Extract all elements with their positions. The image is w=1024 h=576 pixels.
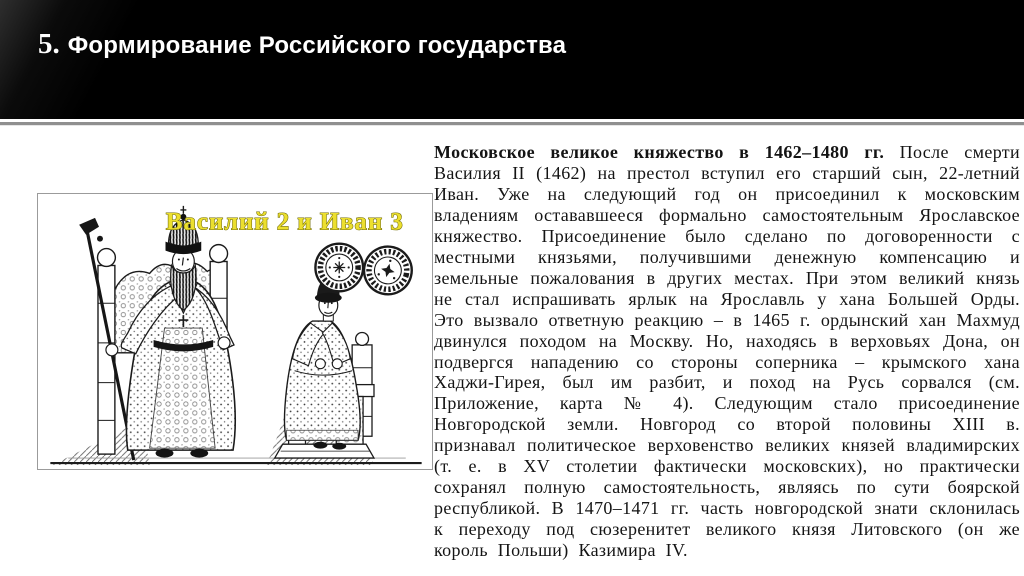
- slide-title: [38, 28, 566, 61]
- slide-title-text: Формирование Российского государства: [67, 32, 567, 59]
- paragraph-text: После смерти Василия II (1462) на престол вступил его старший сын, 22-летний Иван. Уже на следующий год он присоединил к московским владениям остававшееся формально самостоятельным Ярославское княжество. Присоединение было сделано по договоренности с местными князьями, получившими денежную компенсацию и земельные пожалования в других местах. При этом великий князь не стал испрашивать ярлык на Ярославль у хана Большей Орды. Это вызвало ответную реакцию – в 1465 г. ордынский хан Махмуд двинулся походом на Москву. Но, находясь в верховьях Дона, он подвергся нападению со стороны соперника – крымского хана Хаджи-Гирея, был им разбит, и поход на Русь сорвался (см. Приложение, карта № 4). Следующим стало присоединение Новгородской земли. Новгород со второй половины XIII в. признавал политическое верховенство великих князей владимирских (т. е. в XV столетии фактически московских), но практически сохранял полную самостоятельность, являясь по сути боярской республикой. В 1470–1471 гг. часть новгородской знати склонилась к переходу под сюзеренитет великого князя Литовского (он же король Польши) Казимира IV.: [434, 142, 1021, 561]
- slide-number: 5.: [38, 28, 60, 60]
- slide-header-bar: [0, 0, 1024, 119]
- seal-coin-left: [315, 244, 363, 292]
- body-text-block: [434, 142, 1020, 561]
- illustration-caption: Василий 2 и Иван 3: [165, 208, 404, 236]
- engraving-vasily-and-ivan: [38, 194, 432, 469]
- illustration-frame: [37, 193, 433, 470]
- seal-coin-right: [359, 242, 417, 300]
- body-paragraph: [434, 142, 1020, 561]
- lead-phrase: Московское великое княжество в 1462–1480 гг.: [434, 142, 885, 162]
- figure-ivan-iii: [284, 278, 360, 449]
- header-separator-line: [0, 119, 1024, 129]
